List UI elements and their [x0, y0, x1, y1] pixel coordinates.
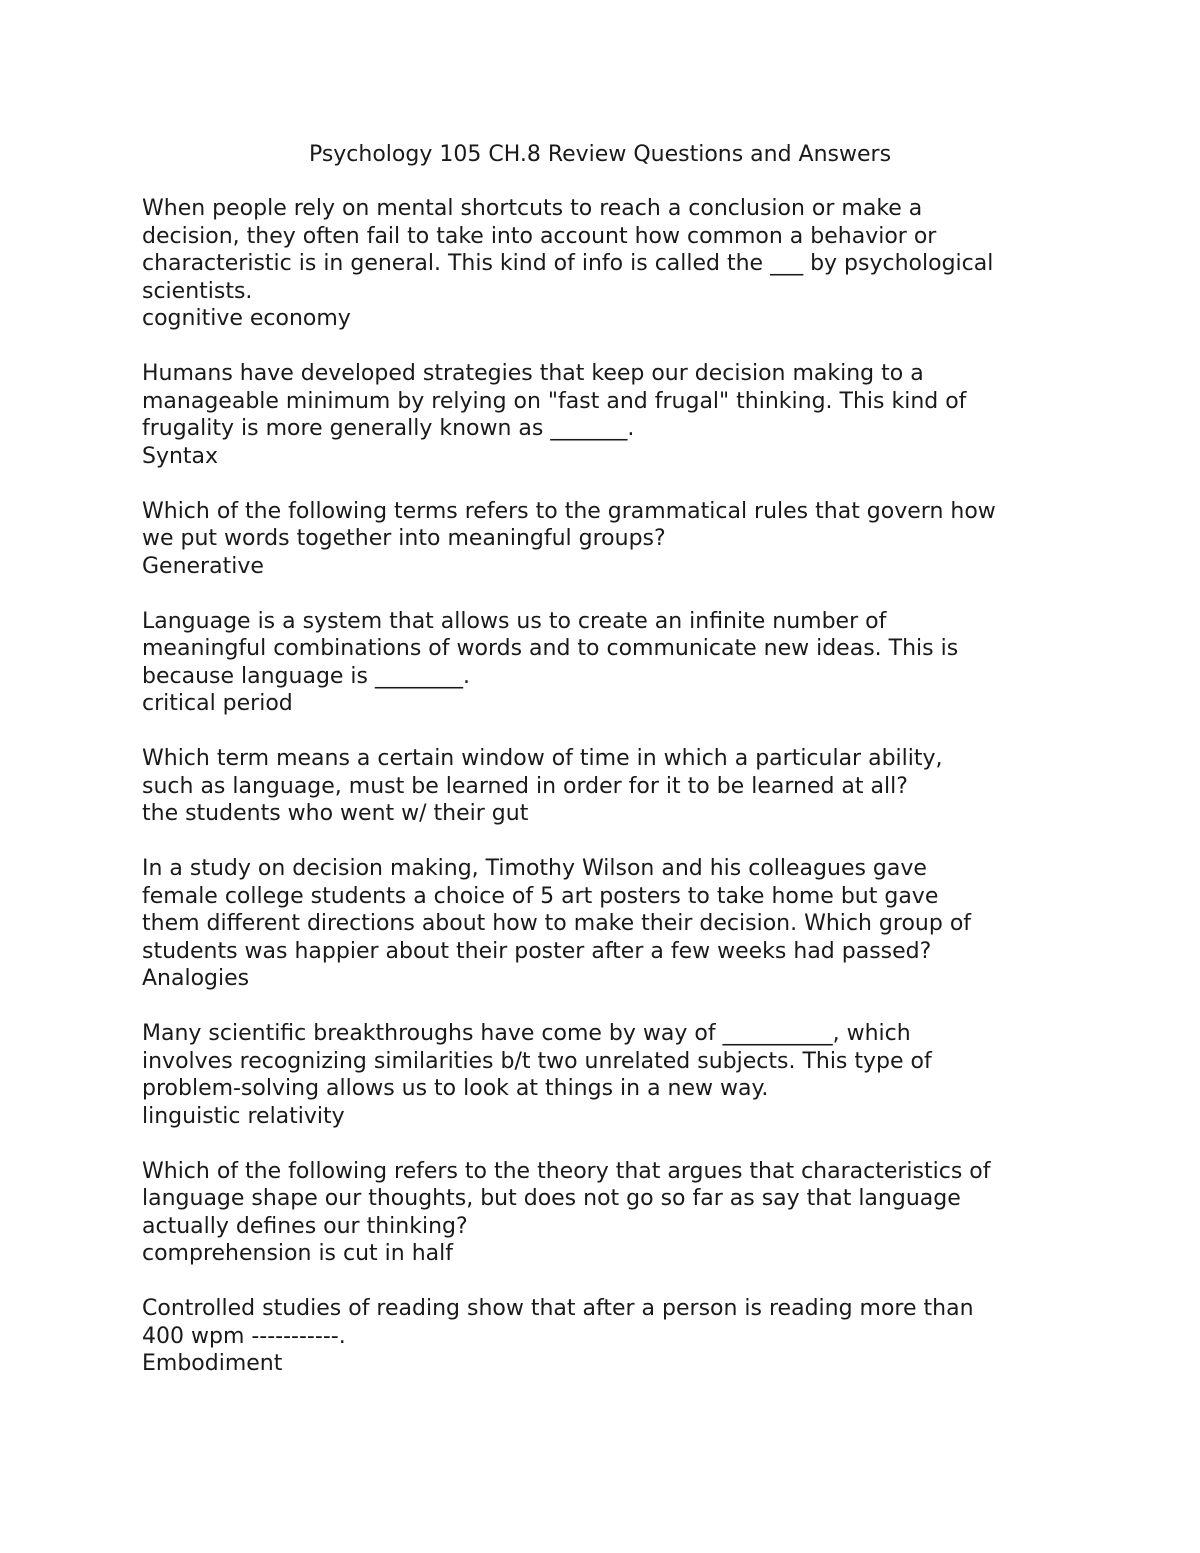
question-line: language shape our thoughts, but does not go so far as say that language [142, 1186, 961, 1211]
answer: Embodiment [142, 1351, 283, 1376]
question-line: Many scientific breakthroughs have come by way of __________, which [142, 1021, 911, 1046]
question [142, 360, 1082, 443]
question-line: meaningful combinations of words and to communicate new ideas. This is [142, 636, 959, 661]
question [142, 1020, 1082, 1103]
question-line: female college students a choice of 5 art posters to take home but gave [142, 883, 939, 909]
question-line: characteristic is in general. This kind of info is called the ___ by psychological [142, 251, 994, 276]
qa-item [142, 608, 1082, 718]
question-line: students was happier about their poster after a few weeks had passed? [142, 938, 932, 964]
qa-item [142, 1020, 1082, 1130]
question-line: Controlled studies of reading show that after a person is reading more than [142, 1296, 974, 1321]
question-line: problem-solving allows us to look at things in a new way. [142, 1076, 769, 1101]
qa-item [142, 195, 1082, 333]
question [142, 855, 1082, 965]
question-line: them different directions about how to make their decision. Which group of [142, 911, 972, 936]
question-line: Which term means a certain window of time in which a particular ability, [142, 746, 943, 771]
qa-item [142, 1295, 1082, 1378]
qa-item [142, 1158, 1082, 1268]
qa-item [142, 745, 1082, 828]
answer: linguistic relativity [142, 1103, 345, 1129]
question [142, 745, 1082, 800]
answer: Generative [142, 553, 264, 579]
question-line: In a study on decision making, Timothy Wilson and his colleagues gave [142, 856, 927, 881]
question-line: Which of the following refers to the theory that argues that characteristics of [142, 1158, 991, 1184]
question-line: Which of the following terms refers to the grammatical rules that govern how [142, 498, 996, 524]
answer: Analogies [142, 966, 250, 991]
question-line: scientists. [142, 278, 253, 304]
question-line: decision, they often fail to take into account how common a behavior or [142, 223, 937, 249]
question-line: because language is ________. [142, 663, 470, 689]
answer: Syntax [142, 443, 219, 469]
qa-list [142, 195, 1082, 1405]
answer: comprehension is cut in half [142, 1241, 453, 1266]
question-line: frugality is more generally known as _______. [142, 416, 635, 441]
answer: critical period [142, 691, 293, 716]
question [142, 1295, 1082, 1350]
qa-item [142, 855, 1082, 993]
question-line: Language is a system that allows us to create an infinite number of [142, 608, 887, 634]
answer: the students who went w/ their gut [142, 801, 529, 826]
question-line: 400 wpm -----------. [142, 1323, 346, 1349]
question-line: involves recognizing similarities b/t two unrelated subjects. This type of [142, 1048, 932, 1074]
question [142, 608, 1082, 691]
answer: cognitive economy [142, 306, 351, 331]
question [142, 1158, 1082, 1241]
document-title: Psychology 105 CH.8 Review Questions and Answers [308, 142, 892, 167]
question-line: we put words together into meaningful groups? [142, 526, 666, 551]
question-line: When people rely on mental shortcuts to reach a conclusion or make a [142, 196, 923, 221]
question-line: manageable minimum by relying on "fast and frugal" thinking. This kind of [142, 388, 967, 414]
question [142, 195, 1082, 305]
question [142, 498, 1082, 553]
question-line: Humans have developed strategies that keep our decision making to a [142, 361, 924, 386]
question-line: actually defines our thinking? [142, 1213, 468, 1239]
qa-item [142, 498, 1082, 581]
qa-item [142, 360, 1082, 470]
question-line: such as language, must be learned in order for it to be learned at all? [142, 773, 908, 799]
